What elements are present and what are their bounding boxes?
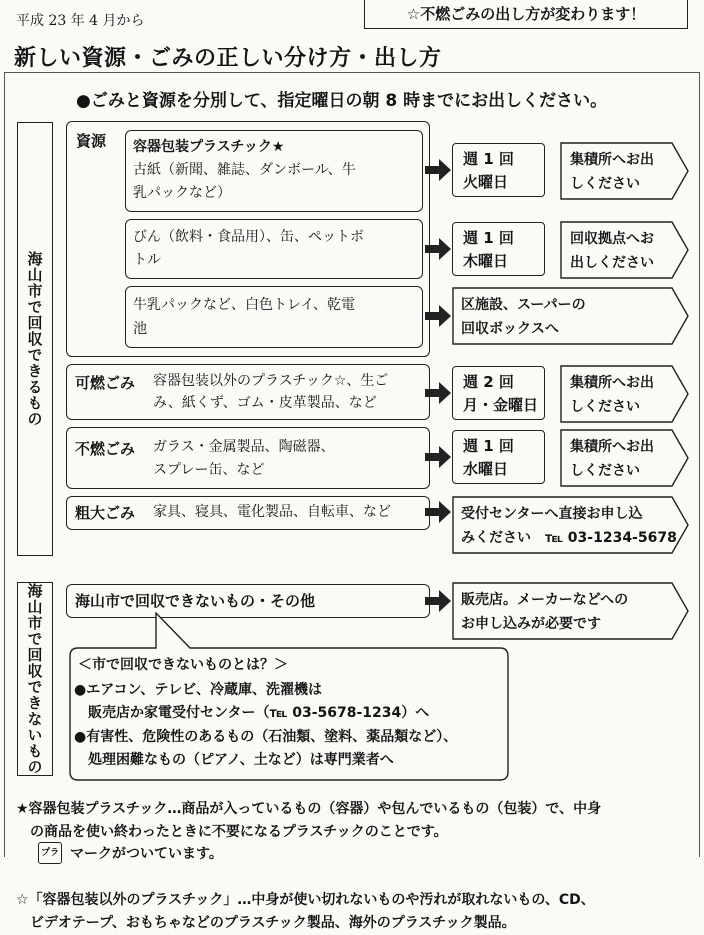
- schedule-box: [452, 366, 545, 420]
- nonburnable-line: ガラス・金属製品、陶磁器、: [153, 439, 335, 455]
- resource-item-1-line: 容器包装プラスチック★: [133, 139, 285, 155]
- destination-line: 回収拠点へお: [570, 231, 654, 247]
- oversized-label: 粗大ごみ: [75, 504, 136, 522]
- destination-line: 受付センターへ直接お申し込: [461, 506, 643, 522]
- arrow-right-icon: [425, 238, 451, 260]
- burnable-line: み、紙くず、ゴム・皮革製品、など: [153, 395, 377, 411]
- resource-item-3-line: 池: [133, 321, 147, 337]
- arrow-right-icon: [425, 446, 451, 468]
- schedule-box: [452, 143, 545, 197]
- destination-line: しください: [570, 176, 640, 192]
- page-title: 新しい資源・ごみの正しい分け方・出し方: [14, 46, 442, 71]
- schedule-frequency: 週 1 回: [463, 437, 514, 455]
- arrow-right-icon: [425, 590, 451, 612]
- oversized-text: 家具、寝具、電化製品、自転車、など: [153, 504, 391, 520]
- destination-line: 集積所へお出: [570, 375, 654, 391]
- footnote-mark-text: マークがついています。: [70, 846, 223, 862]
- schedule-frequency: 週 1 回: [463, 229, 514, 247]
- destination-line: 集積所へお出: [570, 152, 654, 168]
- schedule-frequency: 週 2 回: [463, 373, 514, 391]
- schedule-frequency: 週 1 回: [463, 150, 514, 168]
- callout-line: 販売店か家電受付センター（℡ 03-5678-1234）へ: [74, 705, 430, 721]
- schedule-day: 月・金曜日: [463, 396, 539, 414]
- destination-line: しください: [570, 399, 640, 415]
- nonburnable-group: [66, 427, 430, 489]
- resource-item-2-line: トル: [133, 252, 161, 268]
- resource-item-2: [125, 219, 423, 279]
- destination-line: 販売店。メーカーなどへの: [461, 592, 629, 608]
- schedule-box: [452, 430, 545, 484]
- arrow-right-icon: [425, 501, 451, 523]
- nonburnable-line: スプレー缶、など: [153, 462, 265, 478]
- destination-line: 区施設、スーパーの: [461, 297, 586, 313]
- destination-line: 出しください: [570, 255, 654, 271]
- effective-date: 平成 23 年 4 月から: [16, 13, 145, 29]
- burnable-group: [66, 364, 430, 420]
- resource-item-3: [125, 286, 423, 348]
- not-collected-label: 海山市で回収できないもの・その他: [75, 592, 316, 610]
- arrow-right-icon: [425, 382, 451, 404]
- destination-line: お申し込みが必要です: [461, 616, 601, 632]
- footnote-hollow-star-line: ☆「容器包装以外のプラスチック」…中身が使い切れないものや汚れが取れないもの、CD、: [16, 892, 595, 908]
- resource-item-2-line: びん（飲料・食品用）、缶、ペットボ: [133, 229, 364, 245]
- change-notice: ☆不燃ごみの出し方が変わります！: [364, 0, 688, 29]
- nonburnable-label: 不燃ごみ: [75, 440, 136, 458]
- resource-item-3-line: 牛乳パックなど、白色トレイ、乾電: [133, 297, 356, 313]
- schedule-day: 木曜日: [463, 252, 509, 270]
- callout-heading: ＜市で回収できないものとは？＞: [78, 657, 288, 673]
- oversized-group: [66, 496, 430, 530]
- arrow-right-icon: [425, 305, 451, 327]
- footnote-hollow-star-line: ビデオテープ、おもちゃなどのプラスチック製品、海外のプラスチック製品。: [16, 915, 516, 931]
- destination-line: 集積所へお出: [570, 439, 654, 455]
- resource-item-1-line: 乳パックなど）: [133, 185, 231, 201]
- resource-item-1-line: 古紙（新聞、雑誌、ダンボール、牛: [133, 162, 356, 178]
- resources-label: 資源: [76, 132, 107, 150]
- destination-line: 回収ボックスへ: [461, 321, 559, 337]
- footnote-star-line: の商品を使い終わったときに不要になるプラスチックのことです。: [16, 824, 448, 840]
- destination-line: みください ℡ 03-1234-5678: [461, 530, 677, 546]
- schedule-box: [452, 222, 545, 276]
- side-label-not-collectable: 海山市で回収できないもの: [17, 582, 53, 776]
- recycle-mark-icon: プラ: [38, 842, 62, 864]
- side-label-collectable: 海山市で回収できるもの: [17, 122, 53, 556]
- arrow-right-icon: [425, 159, 451, 181]
- schedule-day: 火曜日: [463, 173, 509, 191]
- callout-line: 処理困難なもの（ピアノ、土など）は専門業者へ: [74, 752, 394, 768]
- resource-item-1: [125, 130, 423, 212]
- callout-line: ●有害性、危険性のあるもの（石油類、塗料、薬品類など）、: [74, 729, 458, 745]
- instruction-subtitle: ●ごみと資源を分別して、指定曜日の朝 8 時までにお出しください。: [76, 91, 608, 111]
- burnable-label: 可燃ごみ: [75, 374, 136, 392]
- destination-line: しください: [570, 463, 640, 479]
- burnable-line: 容器包装以外のプラスチック☆、生ご: [153, 373, 389, 389]
- footnote-star-line: ★容器包装プラスチック…商品が入っているもの（容器）や包んでいるもの（包装）で、中身: [16, 801, 602, 817]
- callout-line: ●エアコン、テレビ、冷蔵庫、洗濯機は: [74, 682, 322, 698]
- schedule-day: 水曜日: [463, 460, 509, 478]
